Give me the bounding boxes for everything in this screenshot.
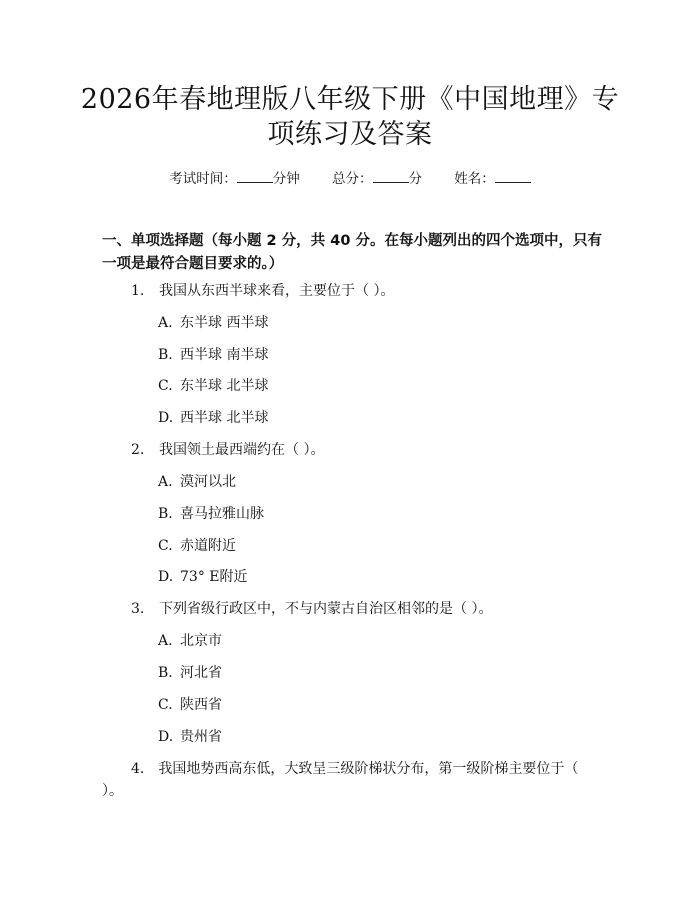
option-3a[interactable] — [158, 631, 222, 651]
option-text: 东半球 北半球 — [180, 378, 269, 394]
option-3b[interactable] — [158, 663, 222, 683]
option-2d[interactable] — [158, 567, 247, 587]
option-letter: D. — [158, 410, 174, 426]
option-letter: D. — [158, 569, 174, 585]
option-text: 西半球 北半球 — [180, 410, 269, 426]
option-letter: C. — [158, 378, 173, 394]
question-text: 下列省级行政区中，不与内蒙古自治区相邻的是（ ）。 — [159, 601, 493, 617]
student-name-label: 姓名： — [454, 171, 495, 187]
question-4 — [102, 758, 602, 802]
total-score-label: 总分： — [332, 171, 373, 187]
section-1-heading: 一、单项选择题（每小题 2 分，共 40 分。在每小题列出的四个选项中，只有一项是最符合题目要求的。） — [102, 233, 602, 272]
question-text: 我国领土最西端约在（ ）。 — [159, 442, 325, 458]
option-1b[interactable] — [158, 345, 268, 365]
page-title-line-1: 2026年春地理版八年级下册《中国地理》专 — [80, 84, 620, 115]
option-3c[interactable] — [158, 695, 222, 715]
option-letter: B. — [158, 506, 173, 522]
option-2b[interactable] — [158, 504, 264, 524]
option-2a[interactable] — [158, 472, 236, 492]
option-text: 西半球 南半球 — [180, 347, 269, 363]
option-letter: A. — [158, 315, 173, 331]
question-1 — [131, 280, 601, 302]
option-letter: A. — [158, 474, 173, 490]
total-score-blank[interactable] — [373, 168, 409, 183]
exam-time-unit: 分钟 — [272, 171, 300, 187]
option-2c[interactable] — [158, 536, 236, 556]
option-text: 贵州省 — [180, 729, 222, 745]
option-text: 河北省 — [180, 665, 222, 681]
exam-time-blank[interactable] — [237, 168, 273, 183]
question-number: 4. — [131, 761, 145, 777]
exam-time-field — [169, 168, 300, 189]
option-3d[interactable] — [158, 727, 222, 747]
question-number: 2. — [131, 442, 145, 458]
option-text: 北京市 — [180, 633, 222, 649]
question-number: 3. — [131, 601, 145, 617]
option-letter: B. — [158, 665, 173, 681]
option-letter: C. — [158, 697, 173, 713]
question-text: 我国从东西半球来看，主要位于（ ）。 — [159, 283, 395, 299]
option-text: 东半球 西半球 — [180, 315, 269, 331]
page-title-line-2: 项练习及答案 — [267, 119, 433, 150]
total-score-field — [332, 168, 422, 189]
option-text: 陕西省 — [180, 697, 222, 713]
question-2 — [131, 439, 601, 461]
option-text: 漠河以北 — [180, 474, 236, 490]
question-3 — [131, 598, 601, 620]
option-1c[interactable] — [158, 376, 268, 396]
exam-info-row — [0, 168, 700, 189]
option-text: 73° E附近 — [180, 569, 248, 585]
option-letter: D. — [158, 729, 174, 745]
option-letter: C. — [158, 538, 173, 554]
question-text: 我国地势西高东低，大致呈三级阶梯状分布，第一级阶梯主要位于（ ）。 — [102, 761, 579, 799]
question-number: 1. — [131, 283, 145, 299]
option-text: 赤道附近 — [180, 538, 236, 554]
exam-time-label: 考试时间： — [169, 171, 237, 187]
option-letter: B. — [158, 347, 173, 363]
student-name-blank[interactable] — [495, 168, 531, 183]
option-1a[interactable] — [158, 313, 268, 333]
option-letter: A. — [158, 633, 173, 649]
option-1d[interactable] — [158, 408, 268, 428]
total-score-unit: 分 — [408, 171, 422, 187]
student-name-field — [454, 168, 531, 189]
option-text: 喜马拉雅山脉 — [180, 506, 264, 522]
